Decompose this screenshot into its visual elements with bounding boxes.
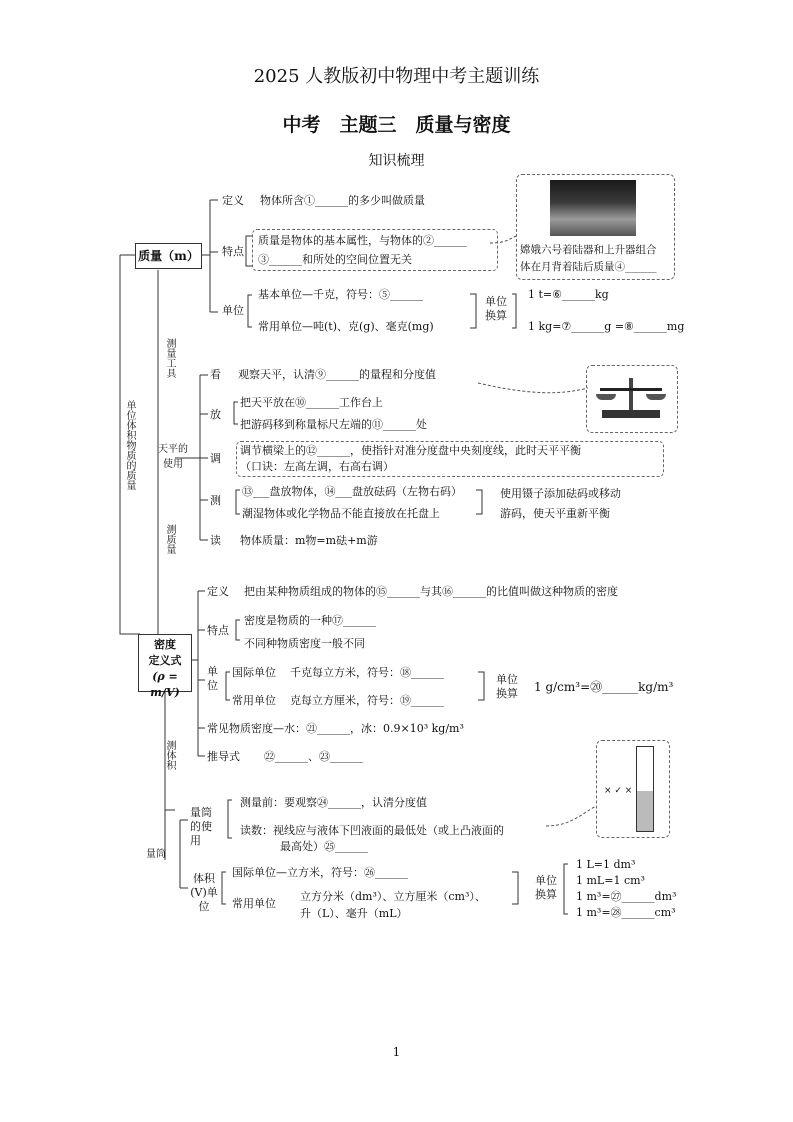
density-common-text: 克每立方厘米，符号：⑲______ [290, 694, 444, 707]
density-def-label: 定义 [207, 585, 229, 598]
look-text: 观察天平，认清⑨______的量程和分度值 [238, 368, 436, 381]
tweezer-line2: 游码，使天平重新平衡 [500, 507, 610, 520]
look-label: 看 [210, 368, 221, 381]
volume-conversion-1: 1 L=1 dm³ [576, 858, 636, 871]
density-si-text: 千克每立方米，符号：⑱______ [290, 666, 444, 679]
read-text: 物体质量：m物=m砝+m游 [240, 534, 378, 547]
density-unit-label: 单位 [207, 665, 218, 692]
reading-line1: 读数：视线应与液体下凹液面的最低处（或上凸液面的 [240, 824, 504, 837]
mass-feature-line2: ③______和所处的空间位置无关 [258, 253, 412, 266]
volume-common-line1: 立方分米（dm³）、立方厘米（cm³）、 [300, 890, 486, 903]
place-line2: 把游码移到称量标尺左端的⑪______处 [240, 418, 427, 431]
cylinder-tool-label: 量筒 [146, 849, 166, 860]
volume-conversion-4: 1 m³=㉘______cm³ [576, 906, 676, 919]
measure-label: 测 [210, 494, 221, 507]
adjust-line1: 调节横梁上的⑫______，使指针对准分度盘中央刻度线，此时天平平衡 [240, 444, 581, 457]
measure-volume-vertical-label: 测体积 [164, 740, 175, 770]
mass-conversion-label: 单位换算 [485, 295, 507, 322]
density-formula: (ρ = m/V) [150, 670, 180, 699]
adjust-line2: （口诀：左高左调，右高右调） [240, 460, 394, 473]
reading-line2: 最高处）㉕______ [280, 840, 368, 853]
volume-conversion-2: 1 mL=1 cm³ [576, 874, 645, 887]
density-node-line2: 定义式 [148, 654, 182, 667]
volume-conversion-3: 1 m³=㉗______dm³ [576, 890, 677, 903]
volume-common-line2: 升（L）、毫升（mL） [300, 907, 408, 920]
density-si-label: 国际单位 [232, 666, 276, 679]
density-conversion-label: 单位换算 [496, 673, 518, 700]
document-title: 2025 人教版初中物理中考主题训练 [253, 66, 540, 87]
density-feature-1: 密度是物质的一种⑰______ [244, 614, 376, 627]
volume-si-unit: 国际单位—立方米，符号：㉖______ [232, 866, 408, 879]
mass-def-text: 物体所含①______的多少叫做质量 [260, 194, 425, 207]
place-label: 放 [210, 408, 221, 421]
left-vertical-label: 单位体积物质的质量 [124, 400, 135, 490]
measure-line2: 潮湿物体或化学物品不能直接放在托盘上 [242, 507, 440, 520]
tool-vertical-label: 测量工具 [164, 338, 175, 378]
volume-conversion-label: 单位换算 [535, 874, 557, 901]
measure-mass-vertical-label: 测质量 [164, 524, 175, 554]
density-common-label: 常用单位 [232, 694, 276, 707]
lander-photo [550, 180, 636, 236]
density-feature-label: 特点 [207, 624, 229, 637]
cylinder-illustration [636, 746, 654, 832]
balance-illustration [596, 378, 666, 420]
volume-unit-label: 体积(V)单位 [190, 872, 218, 913]
adjust-label: 调 [210, 452, 221, 465]
eye-mark-icon: × ✓ × [604, 786, 633, 796]
tweezer-line1: 使用镊子添加砝码或移动 [500, 487, 621, 500]
mass-basic-unit: 基本单位—千克，符号：⑤______ [258, 288, 423, 301]
derive-label: 推导式 [207, 750, 240, 763]
mass-conversion-1: 1 t=⑥______kg [528, 288, 609, 301]
read-label: 读 [210, 534, 221, 547]
mass-feature-line1: 质量是物体的基本属性，与物体的②______ [258, 234, 467, 247]
page-number: 1 [392, 1045, 401, 1059]
before-measure: 测量前：要观察㉔______，认清分度值 [240, 796, 427, 809]
topic-title: 中考 主题三 质量与密度 [282, 114, 511, 136]
balance-use-label: 天平的使用 [158, 444, 188, 470]
mass-common-unit: 常用单位—吨(t)、克(g)、毫克(mg) [258, 320, 434, 333]
place-line1: 把天平放在⑩______工作台上 [240, 396, 383, 409]
density-feature-2: 不同种物质密度一般不同 [244, 637, 365, 650]
density-conversion: 1 g/cm³=⑳______kg/m³ [534, 680, 674, 694]
mass-def-label: 定义 [222, 194, 244, 207]
mass-conversion-2: 1 kg=⑦______g =⑧______mg [528, 320, 685, 333]
derive-text: ㉒______、㉓______ [264, 750, 363, 763]
photo-caption-line1: 嫦娥六号着陆器和上升器组合 [520, 244, 657, 256]
photo-caption-line2: 体在月背着陆后质量④______ [520, 261, 657, 273]
mass-node: 质量（m） [135, 243, 202, 269]
mass-feature-label: 特点 [222, 245, 244, 258]
measure-line1: ⑬___盘放物体，⑭___盘放砝码（左物右码） [242, 485, 462, 498]
density-def-text: 把由某种物质组成的物体的⑮______与其⑯______的比值叫做这种物质的密度 [244, 585, 618, 598]
common-density: 常见物质密度—水：㉑______，冰：0.9×10³ kg/m³ [207, 722, 464, 735]
cylinder-use-label: 量筒的使用 [190, 806, 212, 847]
section-title: 知识梳理 [368, 153, 425, 169]
density-node-line1: 密度 [154, 638, 176, 651]
mass-unit-label: 单位 [222, 304, 244, 317]
volume-common-label: 常用单位 [232, 897, 276, 910]
density-node [138, 634, 192, 699]
